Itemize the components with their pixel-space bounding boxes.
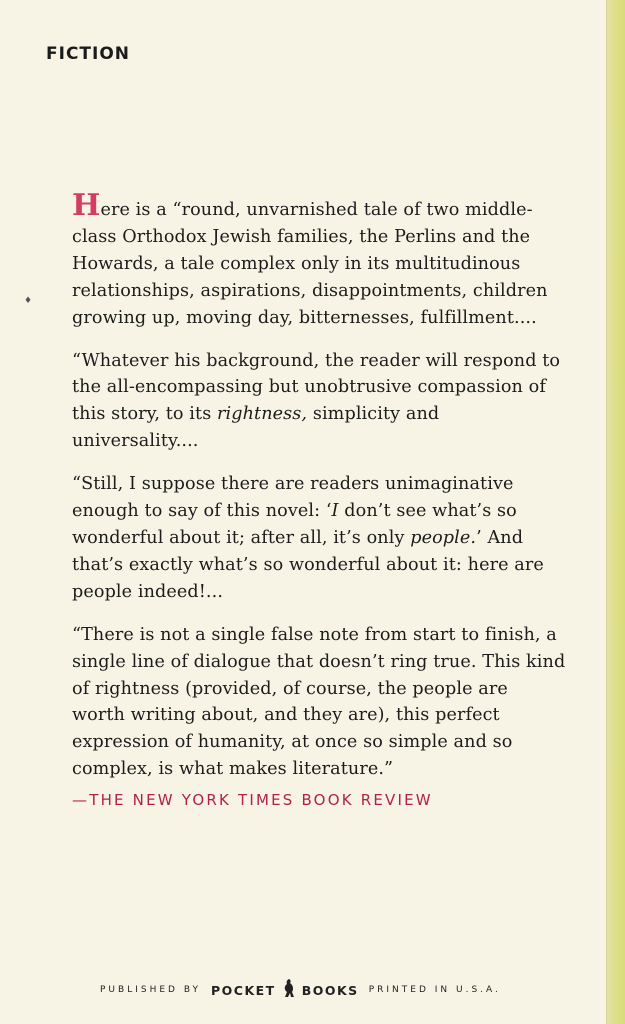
category-label: FICTION	[46, 44, 131, 64]
blurb-paragraph-2	[72, 348, 566, 456]
blurb-paragraph-1	[72, 188, 566, 332]
blurb-paragraph-3-emphasis-2: people.	[410, 527, 477, 548]
blurb-paragraph-3-text-b: don’t see what’s so wonderful about it; after all, it’s only	[72, 501, 517, 548]
speck-mark: ♦	[24, 296, 33, 306]
blurb-paragraph-3-text-a: “Still, I suppose there are readers unimaginative enough to say of this novel: ‘	[72, 474, 514, 522]
blurb-paragraph-3	[72, 471, 566, 606]
published-by-text: PUBLISHED BY	[100, 985, 201, 995]
drop-cap: H	[72, 188, 101, 223]
printed-in-text: PRINTED IN U.S.A.	[368, 985, 501, 995]
blurb-paragraph-4: “There is not a single false note from start to finish, a single line of dialogue that doesn’t ring true. This kind of rightness (provided, of course, the people are worth writing about, and they are), this perfect expression of humanity, at once so simple and so complex, is what makes literature.”	[72, 624, 566, 780]
spine-edge	[606, 0, 625, 1024]
blurb-paragraph-3-emphasis-1: I	[331, 501, 339, 522]
publisher-footer	[100, 978, 570, 1002]
blurb-paragraph-2-text-a: “Whatever his background, the reader will respond to the all-encompassing but unobtrusive compassion of this story, to its	[72, 350, 561, 425]
brand-left-text: POCKET	[211, 982, 276, 998]
blurb-paragraph-1-text: ere is a “round, unvarnished tale of two middle-class Orthodox Jewish families, the Perlins and the Howards, a tale complex only in its multitudinous relationships, aspirations, disappointments, children growing up, moving day, bitternesses, fulfillment....	[72, 200, 548, 328]
review-source: —THE NEW YORK TIMES BOOK REVIEW	[72, 791, 433, 810]
kangaroo-logo-icon	[282, 978, 296, 1002]
blurb-paragraph-2-emphasis: rightness,	[217, 404, 308, 425]
brand-right-text: BOOKS	[301, 982, 359, 998]
blurb	[72, 188, 566, 814]
blurb-paragraph-3-text-c: ’ And that’s exactly what’s so wonderful about it: here are people indeed!...	[72, 527, 544, 602]
blurb-paragraph-2-text-b: simplicity and universality....	[72, 404, 440, 452]
